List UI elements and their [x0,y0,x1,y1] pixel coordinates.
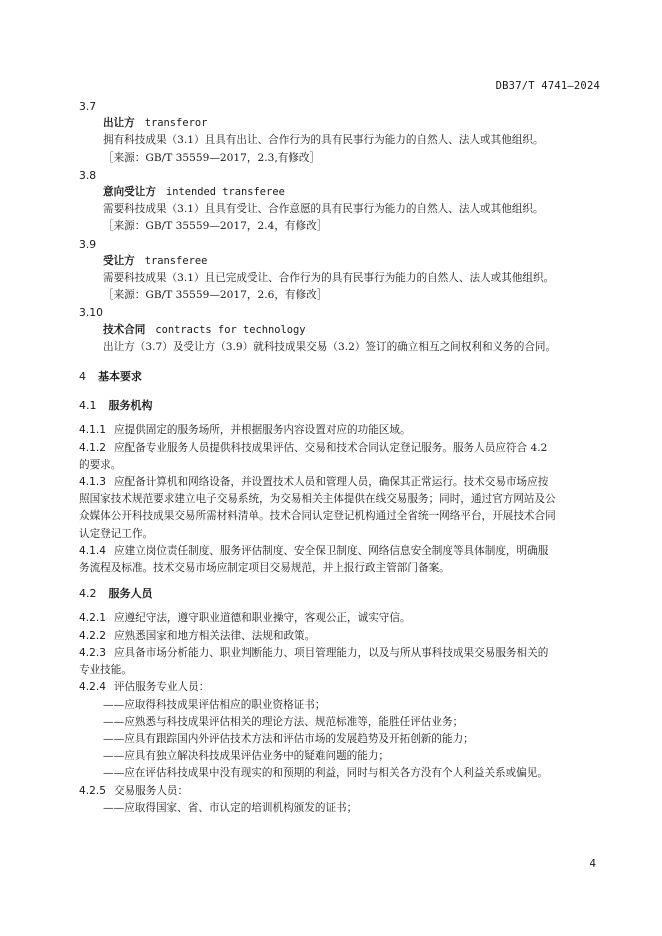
section-title: 服务机构 [108,399,153,413]
list-item: ——应取得科技成果评估相应的职业资格证书； [103,698,326,711]
term-definition: 出让方（3.7）及受让方（3.9）就科技成果交易（3.2）签订的确立相互之间权利和义务的合同。 [103,340,557,353]
clause-4-2-2 [79,628,603,645]
term-title [79,184,603,201]
clause-number: 4.1.4 [79,544,106,557]
clause-text: 应熟悉国家和地方相关法律、法规和政策。 [113,629,316,642]
clause-text: 应具备市场分析能力、职业判断能力、项目管理能力，以及与所从事科技成果交易服务相关的 [113,646,549,659]
clause-number: 4.1.1 [79,424,106,437]
clause-text: 认定登记工作。 [79,527,154,540]
page-content [79,98,603,817]
term-en: intended transferee [165,186,285,199]
clause-text: 评估服务专业人员： [113,681,210,694]
clause-number: 4.2.1 [79,612,106,625]
clause-text: 交易服务人员： [113,784,189,797]
term-source: ［来源：GB/T 35559—2017，2.6，有修改］ [103,289,328,302]
term-title [79,253,603,270]
clause-text: 的要求。 [79,458,122,471]
term-en: transferor [144,117,208,130]
section-number: 4.2 [79,587,97,601]
chapter-heading [79,368,603,385]
clause-4-1-1 [79,422,603,439]
clause-text: 应建立岗位责任制度、服务评估制度、安全保卫制度、网络信息安全制度等具体制度，明确服 [113,544,549,557]
clause-text: 应提供固定的服务场所，并根据服务内容设置对应的功能区域。 [113,424,411,437]
term-zh: 受让方 [103,254,135,267]
section-number: 4.1 [79,399,97,413]
clause-4-2-1 [79,610,603,627]
clause-4-2-3 [79,645,603,679]
term-title [79,322,603,339]
term-zh: 意向受让方 [103,186,156,199]
term-source: ［来源：GB/T 35559—2017，2.4，有修改］ [103,220,328,233]
clause-4-1-4 [79,543,603,577]
term-zh: 技术合同 [103,323,146,336]
term-title [79,115,603,132]
list-item: ——应具有独立解决科技成果评估业务中的疑难问题的能力； [103,750,390,763]
clause-4-1-2 [79,440,603,474]
list-item: ——应熟悉与科技成果评估相关的理论方法、规范标准等，能胜任评估业务； [103,715,464,728]
clause-number: 4.2.4 [79,681,106,694]
section-title: 服务人员 [108,587,153,601]
chapter-number: 4 [79,370,86,384]
term-number: 3.10 [79,306,104,320]
term-source: ［来源：GB/T 35559—2017，2.3,有修改］ [103,151,321,164]
term-3-7 [79,98,603,167]
term-number: 3.8 [79,168,97,182]
term-3-8 [79,167,603,236]
section-heading-4-2 [79,585,603,602]
clause-text: 众媒体公开科技成果交易所需材料清单。技术合同认定登记机构通过全省统一网络平台，开展技术合同 [79,510,556,523]
clause-4-2-4 [79,679,603,782]
chapter-title: 基本要求 [98,370,142,384]
clause-text: 应配备专业服务人员提供科技成果评估、交易和技术合同认定登记服务。服务人员应符合 4.2 [113,441,548,454]
term-definition: 拥有科技成果（3.1）且具有出让、合作行为的具有民事行为能力的自然人、法人或其他组织。 [103,134,544,147]
clause-text: 专业技能。 [79,664,132,677]
clause-number: 4.1.3 [79,476,106,489]
term-number: 3.7 [79,100,97,113]
clause-number: 4.2.5 [79,784,106,797]
term-number: 3.9 [79,237,97,251]
clause-text: 应遵纪守法，遵守职业道德和职业操守，客观公正，诚实守信。 [113,612,411,625]
term-en: transferee [144,254,208,267]
term-zh: 出让方 [103,117,135,130]
list-item: ——应具有跟踪国内外评估技术方法和评估市场的发展趋势及开拓创新的能力； [103,732,474,745]
term-3-10 [79,304,603,356]
list-item: ——应在评估科技成果中没有现实的和预期的利益，同时与相关各方没有个人利益关系或偏见。 [103,767,548,780]
clause-4-1-3 [79,474,603,543]
page-number: 4 [589,858,596,870]
clause-number: 4.1.2 [79,441,106,454]
clause-text: 务流程及标准。技术交易市场应制定项目交易规范，并上报行政主管部门备案。 [79,562,450,575]
term-en: contracts for technology [155,323,306,336]
term-definition: 需要科技成果（3.1）且已完成受让、合作行为的具有民事行为能力的自然人、法人或其他组织。 [103,272,555,285]
clause-4-2-5 [79,783,603,817]
standard-code: DB37/T 4741—2024 [495,80,600,92]
section-heading-4-1 [79,397,603,414]
clause-text: 照国家技术规范要求建立电子交易系统，为交易相关主体提供在线交易服务；同时，通过官方网站及公 [79,493,556,506]
term-3-9 [79,236,603,305]
clause-text: 应配备计算机和网络设备，并设置技术人员和管理人员，确保其正常运行。技术交易市场应按 [113,476,549,489]
term-definition: 需要科技成果（3.1）且具有受让、合作意愿的具有民事行为能力的自然人、法人或其他组织。 [103,203,544,216]
clause-number: 4.2.3 [79,646,106,659]
clause-number: 4.2.2 [79,629,106,642]
list-item: ——应取得国家、省、市认定的培训机构颁发的证书； [103,801,358,814]
